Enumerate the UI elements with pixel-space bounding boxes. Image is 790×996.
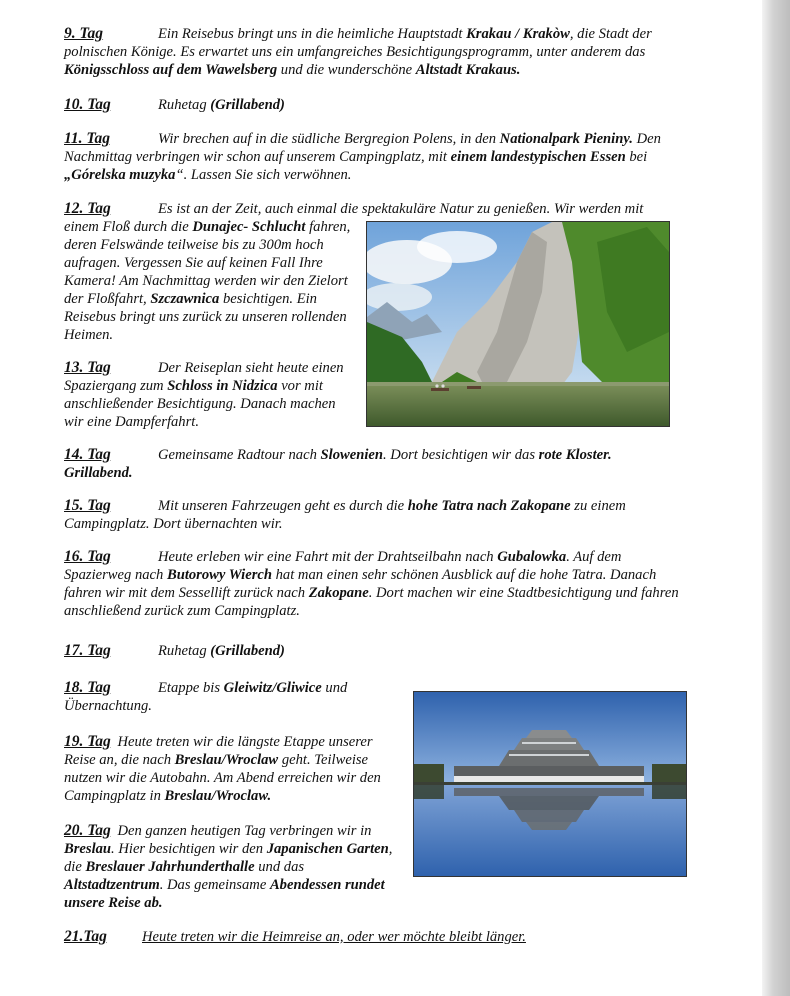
day-20-label: 20. Tag: [64, 822, 111, 839]
hall-illustration: [414, 692, 686, 876]
day-10-paragraph: [64, 96, 689, 114]
bold-text: Breslauer Jahrhunderthalle: [85, 859, 255, 875]
bold-text: Altstadtzentrum: [64, 877, 160, 893]
text: und die wunderschöne: [277, 62, 416, 78]
bold-text: (Grillabend): [210, 643, 285, 659]
bold-text: „Górelska muzyka: [64, 167, 176, 183]
day-17-label: 17. Tag: [64, 642, 111, 659]
bold-text: Dunajec- Schlucht: [192, 219, 306, 235]
text: Ruhetag: [158, 97, 211, 113]
day-16-paragraph: [64, 548, 689, 620]
jahrhunderthalle-photo: [413, 691, 687, 877]
text: Heute treten wir die längste Etappe unserer Reise an, die nach: [64, 734, 373, 768]
bold-text: Nationalpark Pieniny.: [499, 131, 633, 147]
text: einem Floß durch die: [64, 219, 193, 235]
scan-edge: [762, 0, 790, 996]
text: Der Reiseplan sieht heute einen Spaziergang zum: [64, 360, 344, 394]
bold-text: Szczawnica: [150, 291, 220, 307]
text: vor mit anschließender Besichtigung. Danach machen wir eine Dampferfahrt.: [64, 378, 336, 430]
text: . Dort machen wir eine Stadtbesichtigung und fahren anschließend zurück zum Campingplatz.: [64, 585, 679, 619]
bold-text: Gubalowka: [497, 549, 567, 565]
text: zu einem Campingplatz. Dort übernachten wir.: [64, 498, 626, 532]
bold-text: rote Kloster.: [538, 447, 612, 463]
text: Ruhetag: [158, 643, 211, 659]
bold-text: (Grillabend): [210, 97, 285, 113]
day-12-first-line: [64, 200, 704, 218]
bold-text: Butorowy Wierch: [166, 567, 272, 583]
text: “. Lassen Sie sich verwöhnen.: [175, 167, 352, 183]
day-19-label: 19. Tag: [64, 733, 111, 750]
bold-text: Krakau / Krakòw: [466, 26, 570, 42]
day-9-paragraph: [64, 25, 689, 79]
text: . Das gemeinsame: [159, 877, 270, 893]
day-16-label: 16. Tag: [64, 548, 111, 565]
text: und Übernachtung.: [64, 680, 348, 714]
text: , die: [64, 841, 393, 875]
bold-text: Gleiwitz/Gliwice: [223, 680, 322, 696]
day-14-paragraph: [64, 446, 689, 482]
day-15-paragraph: [64, 497, 689, 533]
day-18-paragraph: [64, 679, 384, 715]
day-21-paragraph: [64, 928, 689, 946]
text: Etappe bis: [158, 680, 224, 696]
day-17-paragraph: [64, 642, 689, 660]
bold-text: Königsschloss auf dem Wawelsberg: [64, 62, 278, 78]
text: . Hier besichtigen wir den: [111, 841, 267, 857]
text: Es ist an der Zeit, auch einmal die spektakuläre Natur zu genießen. Wir werden mit: [158, 201, 644, 217]
dunajec-gorge-photo: [366, 221, 670, 427]
day-11-label: 11. Tag: [64, 130, 110, 147]
bold-text: Breslau/Wroclaw.: [164, 788, 272, 804]
bold-text: Breslau: [64, 841, 112, 857]
text: hat man einen sehr schönen Ausblick auf die hohe Tatra. Danach fahren wir mit dem Sessellift zurück nach: [64, 567, 657, 601]
day-12-paragraph: [64, 218, 356, 344]
bold-text: Schloss in Nidzica: [167, 378, 278, 394]
bold-text: einem landestypischen Essen: [450, 149, 626, 165]
text: Mit unseren Fahrzeugen geht es durch die: [158, 498, 408, 514]
bold-text: Breslau/Wroclaw: [174, 752, 279, 768]
day-10-label: 10. Tag: [64, 96, 111, 113]
day-12-label: 12. Tag: [64, 200, 111, 217]
day-13-paragraph: [64, 359, 356, 431]
bold-text: Slowenien: [320, 447, 383, 463]
day-19-paragraph: [64, 733, 394, 805]
day-11-paragraph: [64, 130, 689, 184]
bold-text: Zakopane: [308, 585, 369, 601]
gorge-illustration: [367, 222, 669, 426]
text: bei: [625, 149, 648, 165]
text: . Dort besichtigen wir das: [382, 447, 539, 463]
day-9-label: 9. Tag: [64, 25, 104, 42]
text: geht. Teilweise nutzen wir die Autobahn. Am Abend erreichen wir den Campingplatz in: [64, 752, 381, 804]
text: . Auf dem Spazierweg nach: [64, 549, 622, 583]
text: besichtigen. Ein Reisebus bringt uns zurück zu unseren rollenden Heimen.: [64, 291, 347, 343]
text: Wir brechen auf in die südliche Bergregion Polens, in den: [158, 131, 500, 147]
text: und das: [254, 859, 305, 875]
day-18-label: 18. Tag: [64, 679, 111, 696]
text: Heute erleben wir eine Fahrt mit der Drahtseilbahn nach: [158, 549, 498, 565]
text: , die Stadt der polnischen Könige. Es erwartet uns ein umfangreiches Besichtigungsprogramm, unter anderem das: [64, 26, 652, 60]
bold-text: hohe Tatra nach Zakopane: [407, 498, 571, 514]
text: Heute treten wir die Heimreise an, oder wer möchte bleibt länger.: [142, 929, 526, 945]
day-21-label: 21.Tag: [64, 928, 107, 945]
bold-text: Abendessen rundet unsere Reise ab.: [64, 877, 385, 911]
day-20-paragraph: [64, 822, 394, 912]
day-15-label: 15. Tag: [64, 497, 111, 514]
day-14-label: 14. Tag: [64, 446, 111, 463]
bold-text: Japanischen Garten: [266, 841, 389, 857]
text: Den Nachmittag verbringen wir schon auf unserem Campingplatz, mit: [64, 131, 661, 165]
bold-text: Grillabend.: [64, 465, 133, 481]
text: Den ganzen heutigen Tag verbringen wir in: [113, 823, 372, 839]
text: fahren, deren Felswände teilweise bis zu 300m hoch aufragen. Vergessen Sie auf keinen Fall Ihre Kamera! Am Nachmittag werden wir den Zielort der Floßfahrt,: [64, 219, 351, 307]
text: Gemeinsame Radtour nach: [158, 447, 321, 463]
day-13-label: 13. Tag: [64, 359, 111, 376]
bold-text: Altstadt Krakaus.: [415, 62, 521, 78]
text: Ein Reisebus bringt uns in die heimliche Hauptstadt: [158, 26, 467, 42]
